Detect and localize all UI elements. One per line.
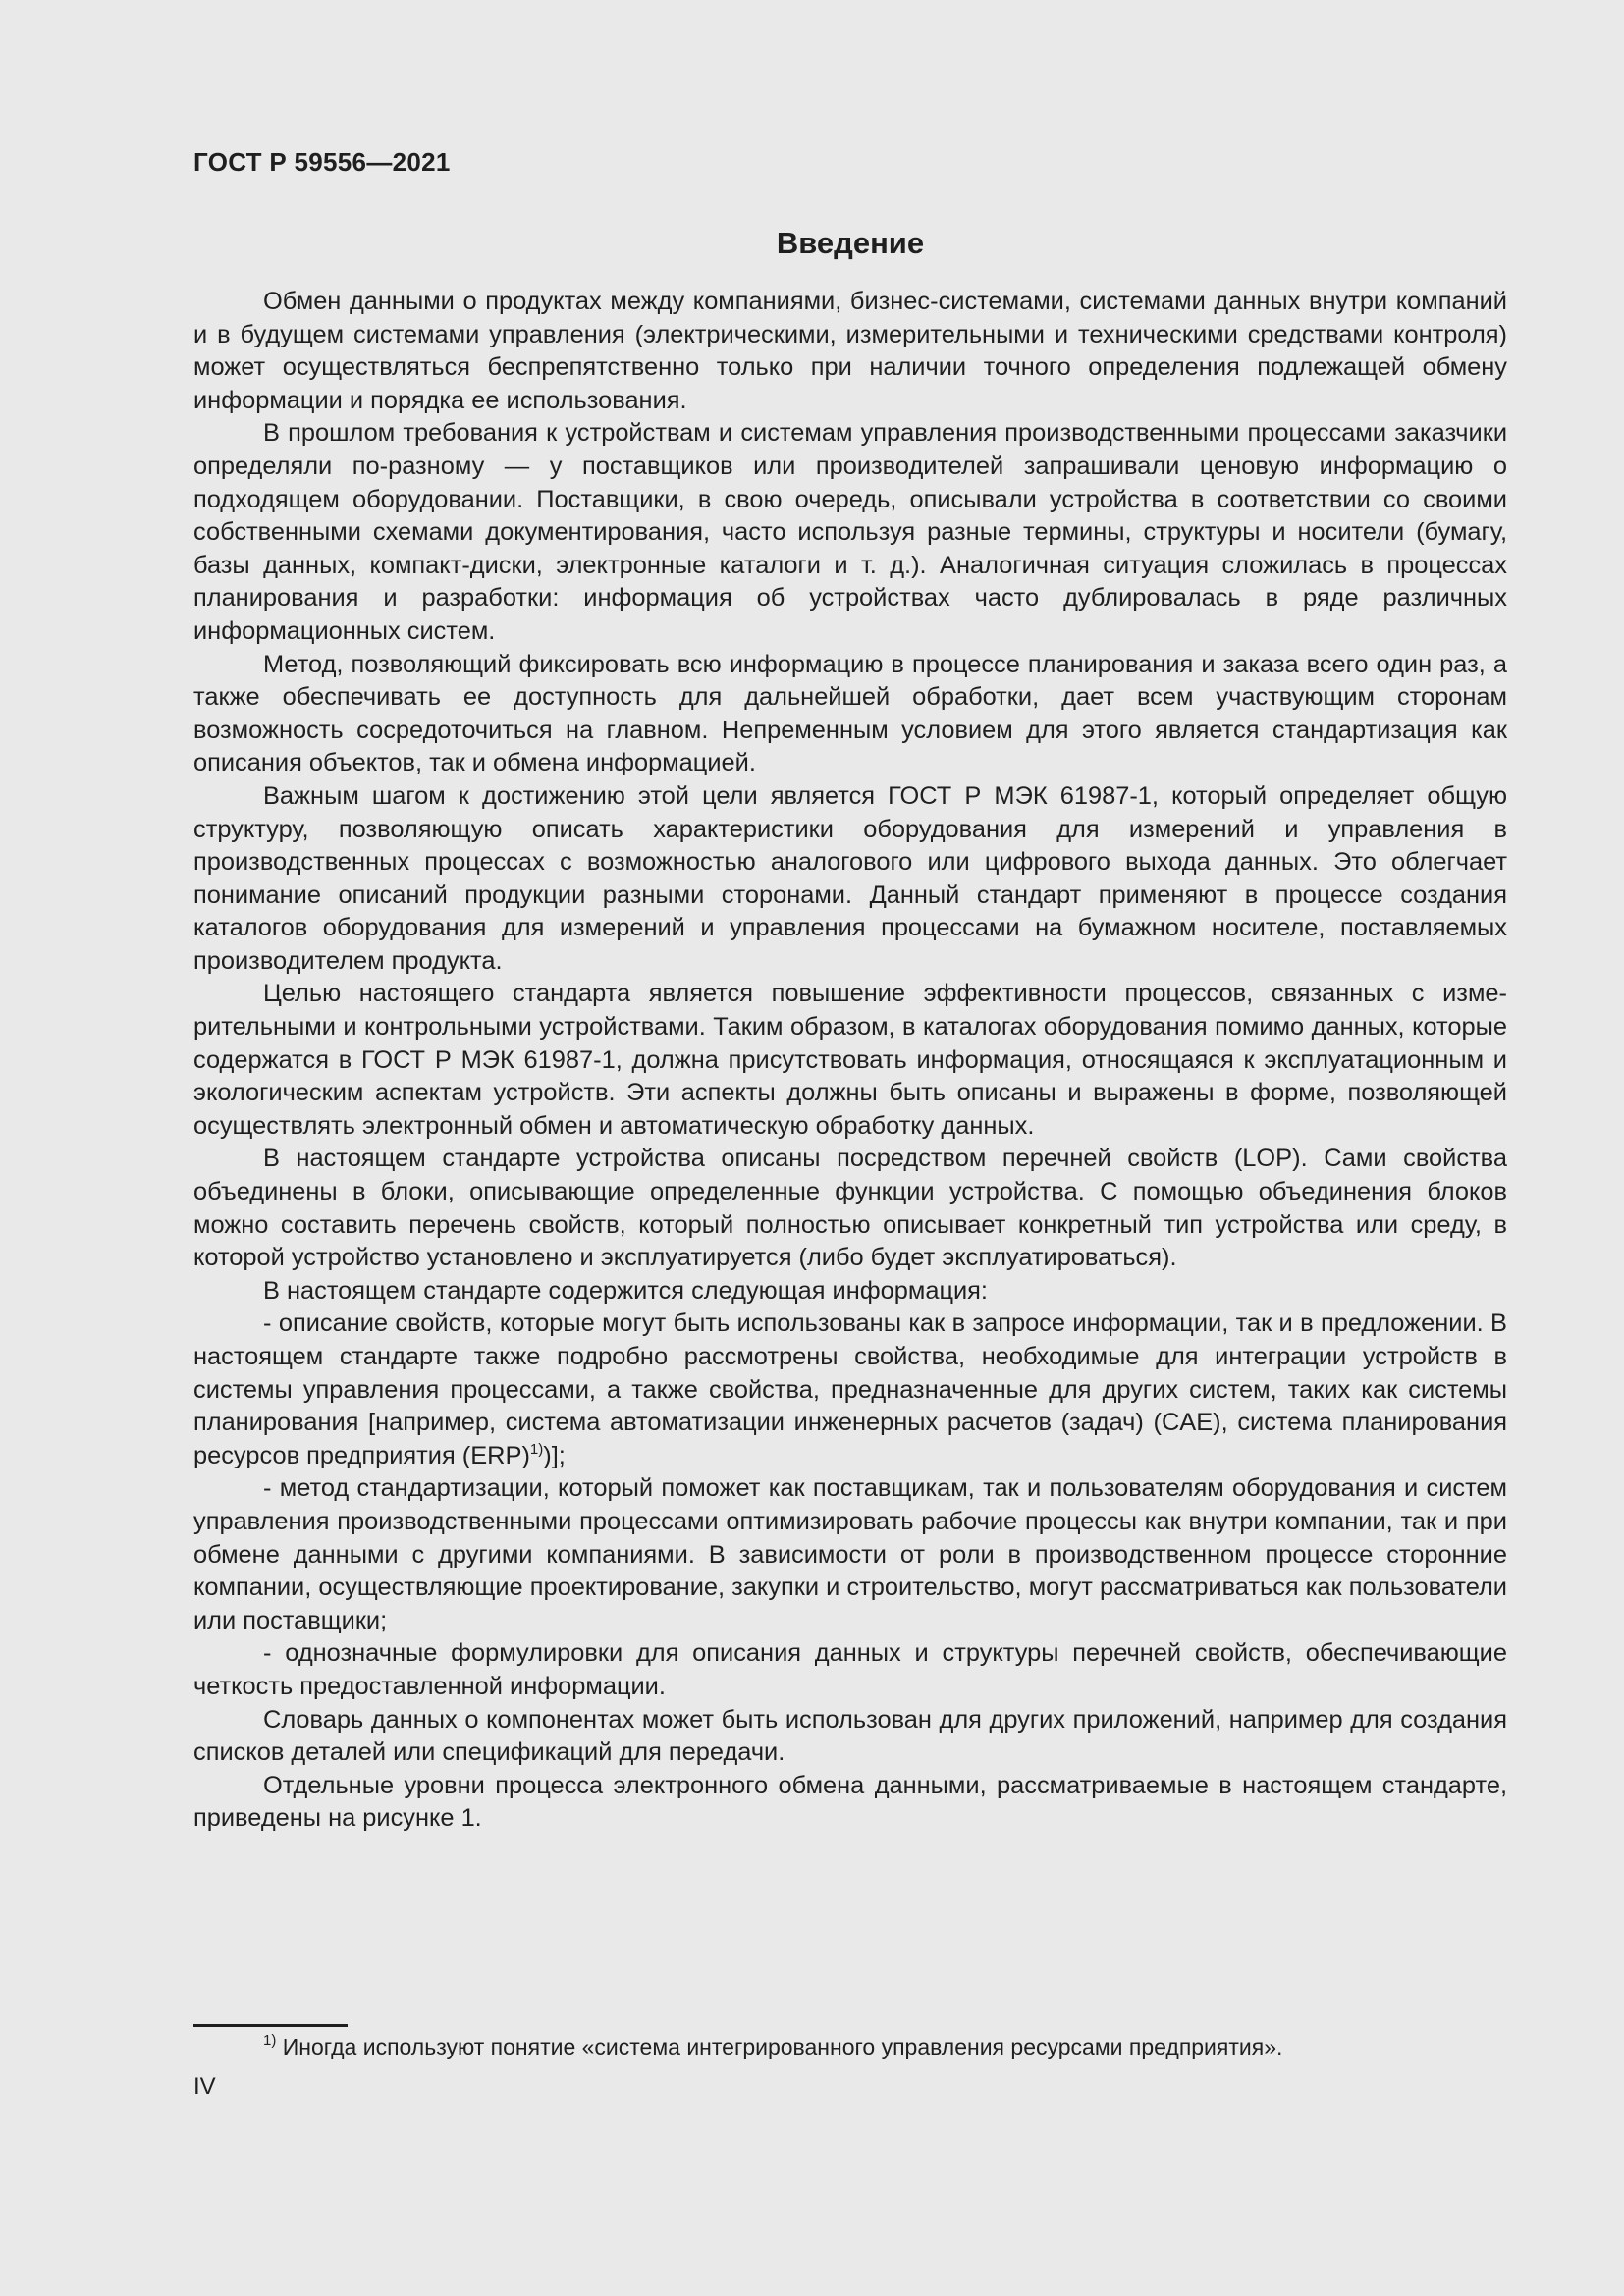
page-number: IV [193, 2073, 216, 2100]
list-item-properties-text: - описание свойств, которые могут быть использованы как в запросе информации, так и в предложении. В настоящем стандарте также подробно рассмотрены свойства, необходимые для интеграции устройств в системы управления процессами, а также свойства, предназначенные для других систем, таких как системы планирования [например, система автоматизации инженерных расчетов (задач) (CAE), система планирования ресурсов предприятия (ERP) [193, 1309, 1507, 1469]
paragraph-data-dictionary: Словарь данных о компонентах может быть использован для других приложений, например для создания списков деталей или спецификаций для передачи. [193, 1705, 1507, 1767]
body-text [193, 286, 1507, 1836]
document-standard-id: ГОСТ Р 59556—2021 [193, 147, 451, 177]
paragraph-past-requirements: В прошлом требования к устройствам и системам управления производственными процессами заказчики определяли по-разному — у поставщиков или производителей запрашивали ценовую информацию о подходящем оборудовании. Поставщики, в свою очередь, описывали устройства в соответствии со своими собственными схемами документирования, часто используя разные термины, структуры и носители (бумагу, базы данных, компакт-диски, электронные каталоги и т. д.). Аналогичная ситуация сложилась в процессах планирования и разработки: информация об устройствах часто дублировалась в ряде различных информационных систем. [193, 419, 1507, 645]
list-item-unambiguous-wording: - однозначные формулировки для описания данных и структуры перечней свойств, обеспечивающие четкость предоставленной информации. [193, 1639, 1507, 1700]
paragraph-lop: В настоящем стандарте устройства описаны посредством перечней свойств (LOP). Сами свойства объединены в блоки, описывающие определенные функции устройства. С помощью объединения блоков можно составить перечень свойств, который полностью описывает конкретный тип устройства или среду, в которой устройство установлено и эксплуатируется (либо будет эксплуатироваться). [193, 1145, 1507, 1272]
paragraph-goal: Целью настоящего стандарта является повышение эффективности процессов, связанных с измерительными и контрольными устройствами. Таким образом, в каталогах оборудования помимо данных, которые содержатся в ГОСТ Р МЭК 61987-1, должна присутствовать информация, относящаяся к эксплуатационным и экологическим аспектам устройств. Эти аспекты должны быть описаны и выражены в форме, позволяющей осуществлять электронный обмен и автоматическую обработку данных. [193, 980, 1507, 1140]
list-item-properties-tail: )]; [543, 1441, 566, 1469]
footnote-divider [193, 2024, 348, 2027]
paragraph-important-step: Важным шагом к достижению этой цели является ГОСТ Р МЭК 61987-1, который определяет общую структуру, позволяющую описать характеристики оборудования для измерений и управления в производственных процессах с возможностью аналогового или цифрового выхода данных. Это облегчает понимание описаний продукции разными сторонами. Данный стандарт применяют в процессе создания каталогов оборудования для измерений и управления процессами на бумажном носителе, поставляемых производителем продукта. [193, 781, 1507, 975]
paragraph-method: Метод, позволяющий фиксировать всю информацию в процессе планирования и заказа всего один раз, а также обеспечивать ее доступность для дальнейшей обработки, дает всем участвующим сторонам возможность сосредоточиться на главном. Непременным условием для этого является стандартизация как описания объектов, так и обмена информацией. [193, 650, 1507, 777]
list-item-standardization-method: - метод стандартизации, который поможет как поставщикам, так и пользователям оборудования и систем управления производственными процессами оптимизировать рабочие процессы как внутри компании, так и при обмене данными с другими компаниями. В зависимости от роли в производственном процессе сторонние компании, осуществляющие проектирование, закупки и строительство, могут рассматриваться как пользователи или поставщики; [193, 1474, 1507, 1634]
list-item-properties [193, 1308, 1507, 1472]
paragraph-intro: Обмен данными о продуктах между компаниями, бизнес-системами, системами данных внутри компаний и в будущем системами управления (электрическими, измерительными и техническими средствами контроля) может осуществляться беспрепятственно только при наличии точного определения подлежащей обмену информации и порядка ее использования. [193, 288, 1507, 414]
paragraph-levels: Отдельные уровни процесса электронного обмена данными, рассматриваемые в настоящем стандарте, приведены на рисунке 1. [193, 1771, 1507, 1833]
footnote [263, 2032, 1507, 2061]
footnote-text: Иногда используют понятие «система интегрированного управления ресурсами предприятия». [276, 2034, 1283, 2059]
footnote-reference: 1) [529, 1440, 544, 1458]
section-title: Введение [776, 226, 925, 260]
paragraph-list-intro: В настоящем стандарте содержится следующая информация: [263, 1276, 988, 1305]
footnote-marker: 1) [263, 2032, 277, 2049]
